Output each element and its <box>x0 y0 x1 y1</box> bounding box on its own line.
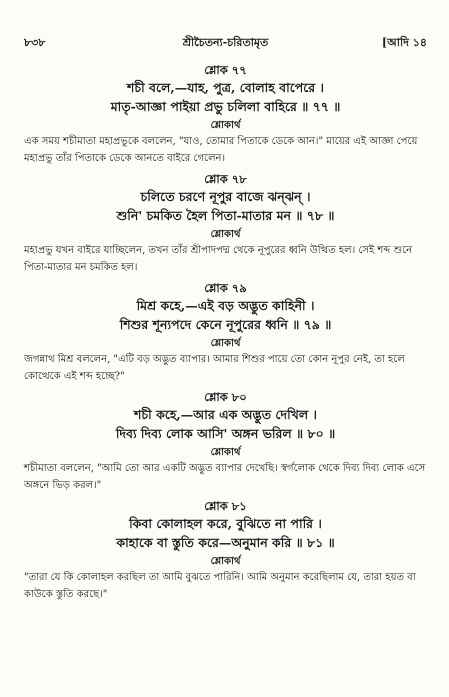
verse-number: শ্লোক ৭৮ <box>204 172 247 186</box>
translation-heading: শ্লোকার্থ <box>210 447 241 458</box>
translation-heading: শ্লোকার্থ <box>210 556 241 567</box>
verse-line: শিশুর শূন্যপদে কেনে নূপুরের ধ্বনি ॥ ৭৯ ॥ <box>119 317 332 332</box>
verse-block-80 <box>24 389 427 494</box>
verse-number: শ্লোক ৭৯ <box>204 281 247 295</box>
verse-block-77 <box>24 62 427 167</box>
translation-text: জগন্নাথ মিশ্র বললেন, "এটি বড় অদ্ভুত ব্যাপার। আমার শিশুর পায়ে তো কোন নূপুর নেই, তা হলে কোত্থেকে এই শব্দ হচ্ছে?" <box>24 354 405 382</box>
verse-line: শচী কহে,—আর এক অদ্ভুত দেখিল । <box>134 407 317 422</box>
translation-heading: শ্লোকার্থ <box>210 338 241 349</box>
verse-block-78 <box>24 171 427 276</box>
page-content <box>24 60 427 607</box>
translation-text: মহাপ্রভু যখন বাইরে যাচ্ছিলেন, তখন তাঁর শ্রীপাদপদ্ম থেকে নূপুরের ধ্বনি উত্থিত হল। সেই শব্দ শুনে পিতা-মাতার মন চমকিত হল। <box>24 245 413 273</box>
verse-number: শ্লোক ৭৭ <box>204 63 247 77</box>
verse-line: শুনি' চমকিত হৈল পিতা-মাতার মন ॥ ৭৮ ॥ <box>116 208 335 223</box>
verse-line: শচী বলে,—যাহ, পুত্র, বোলাহ বাপেরে । <box>126 80 324 95</box>
verse-line: মাতৃ-আজ্ঞা পাইয়া প্রভু চলিলা বাহিরে ॥ ৭৭ ॥ <box>110 99 341 114</box>
translation-text: শচীমাতা বললেন, "আমি তো আর একটি অদ্ভুত ব্যাপার দেখেছি। স্বর্গলোক থেকে দিব্য দিব্য লোক এসে অঙ্গনে ভিড় করল।" <box>24 463 426 491</box>
page-number: ৮৩৮ <box>24 36 46 49</box>
translation-heading: শ্লোকার্থ <box>210 229 241 240</box>
verse-number: শ্লোক ৮১ <box>204 499 247 513</box>
verse-line: কাহাকে বা স্তুতি করে—অনুমান করি ॥ ৮১ ॥ <box>116 535 335 550</box>
section-reference: [আদি ১৪ <box>381 36 427 49</box>
page-header <box>24 34 427 50</box>
verse-block-81 <box>24 498 427 603</box>
translation-heading: শ্লোকার্থ <box>210 120 241 131</box>
translation-text: এক সময় শচীমাতা মহাপ্রভুকে বললেন, "যাও, তোমার পিতাকে ডেকে আন।" মায়ের এই আজ্ঞা পেয়ে মহাপ্রভু তাঁর পিতাকে ডেকে আনতে বাইরে গেলেন। <box>24 136 418 164</box>
verse-number: শ্লোক ৮০ <box>204 390 247 404</box>
translation-text: "তারা যে কি কোলাহল করছিল তা আমি বুঝতে পারিনি। আমি অনুমান করেছিলাম যে, তারা হয়ত বা কাউকে স্তুতি করছে।" <box>24 572 416 600</box>
verse-line: চলিতে চরণে নূপুর বাজে ঝন্‌ঝন্‌ । <box>140 189 311 204</box>
book-title: শ্রীচৈতন্য-চরিতামৃত <box>182 36 269 49</box>
verse-line: মিশ্র কহে,—এই বড় অদ্ভুত কাহিনী । <box>136 298 315 313</box>
verse-line: দিব্য দিব্য লোক আসি' অঙ্গন ভরিল ॥ ৮০ ॥ <box>115 426 336 441</box>
verse-line: কিবা কোলাহল করে, বুঝিতে না পারি । <box>129 516 322 531</box>
verse-block-79 <box>24 280 427 385</box>
